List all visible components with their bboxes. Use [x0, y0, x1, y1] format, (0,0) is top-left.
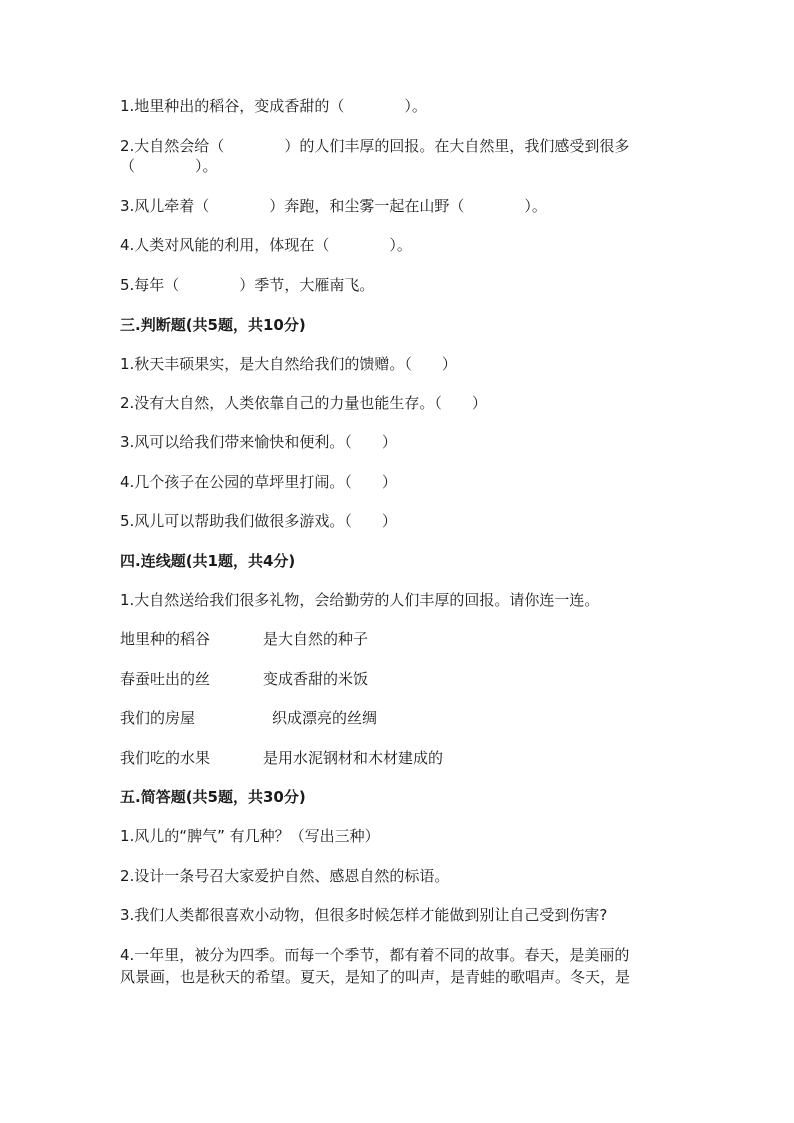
- short-answer-1: 1.风儿的“脾气” 有几种？（写出三种）: [120, 827, 380, 845]
- section-5-title: 五.简答题(共5题，共30分): [120, 788, 306, 806]
- match-question: 1.大自然送给我们很多礼物，会给勤劳的人们丰厚的回报。请你连一连。: [120, 591, 600, 609]
- judge-item-5: 5.风儿可以帮助我们做很多游戏。（ ）: [120, 512, 397, 530]
- section-4-title: 四.连线题(共1题，共4分): [120, 552, 296, 570]
- judge-item-3: 3.风可以给我们带来愉快和便利。（ ）: [120, 433, 397, 451]
- fill-item-5: 5.每年（ ）季节，大雁南飞。: [120, 276, 375, 294]
- match-left-4: 我们吃的水果: [120, 749, 211, 767]
- judge-item-1: 1.秋天丰硕果实，是大自然给我们的馈赠。（ ）: [120, 355, 457, 373]
- judge-item-2: 2.没有大自然，人类依靠自己的力量也能生存。（ ）: [120, 394, 487, 412]
- judge-item-4: 4.几个孩子在公园的草坪里打闹。（ ）: [120, 473, 397, 491]
- match-right-1: 是大自然的种子: [263, 630, 369, 648]
- fill-item-2-cont: （ ）。: [120, 157, 218, 175]
- short-answer-3: 3.我们人类都很喜欢小动物，但很多时候怎样才能做到别让自己受到伤害?: [120, 906, 608, 924]
- fill-item-1: 1.地里种出的稻谷，变成香甜的（ ）。: [120, 97, 427, 115]
- match-right-3: 织成漂亮的丝绸: [272, 709, 378, 727]
- fill-item-4: 4.人类对风能的利用，体现在（ ）。: [120, 236, 412, 254]
- section-3-title: 三.判断题(共5题，共10分): [120, 316, 306, 334]
- match-left-2: 春蚕吐出的丝: [120, 670, 211, 688]
- match-left-3: 我们的房屋: [120, 709, 196, 727]
- short-answer-2: 2.设计一条号召大家爱护自然、感恩自然的标语。: [120, 867, 450, 885]
- match-left-1: 地里种的稻谷: [120, 630, 211, 648]
- match-right-2: 变成香甜的米饭: [263, 670, 369, 688]
- fill-item-3: 3.风儿牵着（ ）奔跑，和尘雾一起在山野（ ）。: [120, 197, 547, 215]
- short-answer-4: 4.一年里，被分为四季。而每一个季节，都有着不同的故事。春天，是美丽的: [120, 946, 630, 964]
- match-right-4: 是用水泥钢材和木材建成的: [263, 749, 444, 767]
- fill-item-2: 2.大自然会给（ ）的人们丰厚的回报。在大自然里，我们感受到很多: [120, 137, 630, 155]
- short-answer-4-cont: 风景画，也是秋天的希望。夏天，是知了的叫声，是青蛙的歌唱声。冬天，是: [120, 968, 631, 986]
